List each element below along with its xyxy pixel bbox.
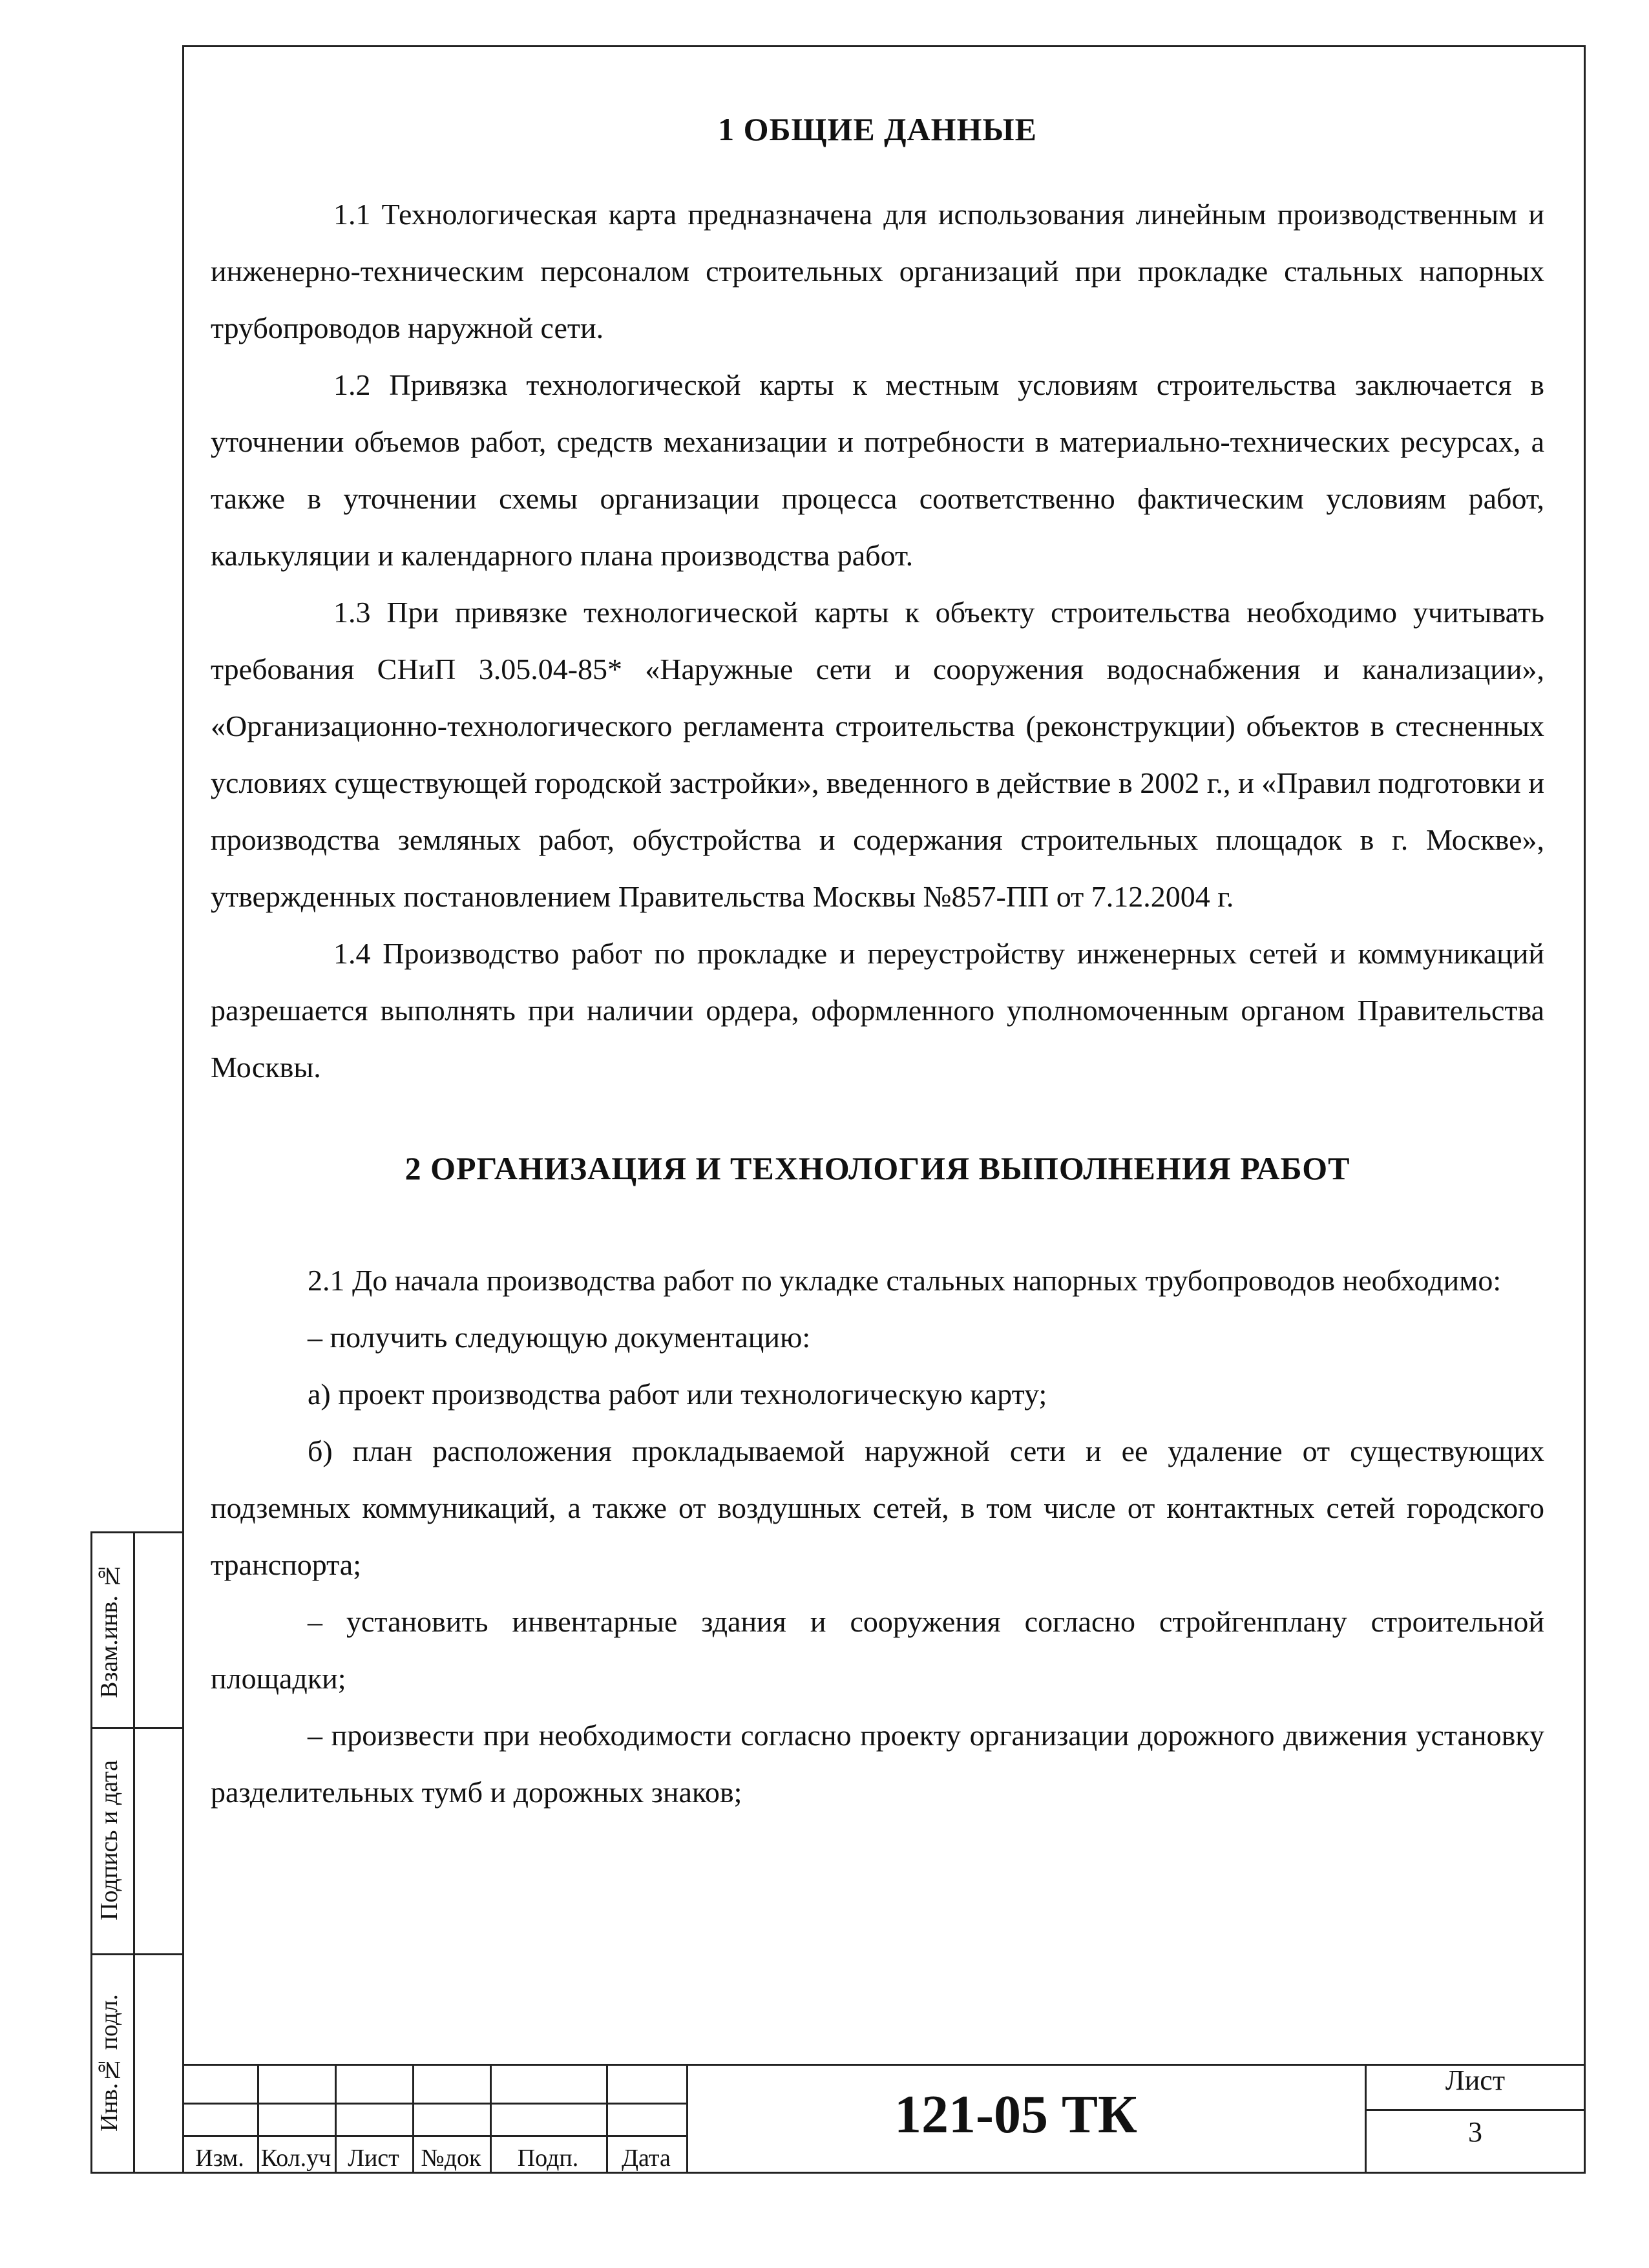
sheet-number: 3 xyxy=(1468,2116,1482,2148)
replaced-inventory-label: Взам.инв. № xyxy=(96,1562,123,1699)
paragraph-1-3: 1.3 При привязке технологической карты к объекту строительства необходимо учитывать требования СНиП 3.05.04-85* «Наружные сети и сооружения водоснабжения и канализации», «Организационно-технологического регламента строительства (реконструкции) объектов в стесненных условиях существующей городской застройки», введенного в действие в 2002 г., и «Правил подготовки и производства земляных работ, обустройства и содержания строительных площадок в г. Москве», утвержденных постановлением Правительства Москвы №857-ПП от 7.12.2004 г. xyxy=(211,596,1544,913)
change-label: Изм. xyxy=(195,2145,244,2172)
paragraph-2-dash-1: – установить инвентарные здания и сооружения согласно стройгенплану строительной площадки; xyxy=(211,1605,1544,1695)
section-2-title: 2 ОРГАНИЗАЦИЯ И ТЕХНОЛОГИЯ ВЫПОЛНЕНИЯ РАБОТ xyxy=(404,1150,1350,1186)
signature-label: Подп. xyxy=(517,2145,579,2172)
paragraph-1-4: 1.4 Производство работ по прокладке и переустройству инженерных сетей и коммуникаций разрешается выполнять при наличии ордера, оформленного уполномоченным органом Правительства Москвы. xyxy=(211,937,1544,1084)
paragraph-2-list-intro: – получить следующую документацию: xyxy=(308,1321,811,1354)
paragraph-1-2: 1.2 Привязка технологической карты к местным условиям строительства заключается в уточнении объемов работ, средств механизации и потребности в материально-технических ресурсах, а также в уточнении схемы организации процесса соответственно фактическим условиям работ, калькуляции и календарного плана производства работ. xyxy=(211,368,1544,572)
original-inventory-label: Инв.№ подл. xyxy=(96,1994,123,2132)
doc-number-label: №док xyxy=(421,2145,481,2172)
title-block xyxy=(182,2064,1586,2174)
paragraph-1-1: 1.1 Технологическая карта предназначена для использования линейным производственным и инженерно-техническим персоналом строительных организаций при прокладке стальных напорных трубопроводов наружной сети. xyxy=(211,198,1544,344)
paragraph-2-item-a: а) проект производства работ или технологическую карту; xyxy=(308,1378,1047,1411)
document-body xyxy=(211,110,1544,1821)
signature-date-label: Подпись и дата xyxy=(96,1759,123,1921)
section-1-title: 1 ОБЩИЕ ДАННЫЕ xyxy=(718,111,1037,147)
side-stamp xyxy=(90,1531,182,2174)
sheet-col-label: Лист xyxy=(348,2145,399,2172)
side-stamp-divider xyxy=(92,1727,184,1729)
side-stamp-divider xyxy=(92,1953,184,1955)
paragraph-2-1: 2.1 До начала производства работ по укладке стальных напорных трубопроводов необходимо: xyxy=(308,1264,1502,1297)
document-code: 121-05 ТК xyxy=(894,2084,1137,2145)
paragraph-2-dash-2: – произвести при необходимости согласно проекту организации дорожного движения установку разделительных тумб и дорожных знаков; xyxy=(211,1719,1544,1809)
quantity-label: Кол.уч xyxy=(260,2145,331,2172)
paragraph-2-item-b: б) план расположения прокладываемой наружной сети и ее удаление от существующих подземных коммуникаций, а также от воздушных сетей, в том числе от контактных сетей городского транспорта; xyxy=(211,1434,1544,1581)
sheet-label: Лист xyxy=(1445,2064,1506,2096)
sheet-cell-line xyxy=(1365,2109,1586,2111)
date-label: Дата xyxy=(622,2145,671,2172)
